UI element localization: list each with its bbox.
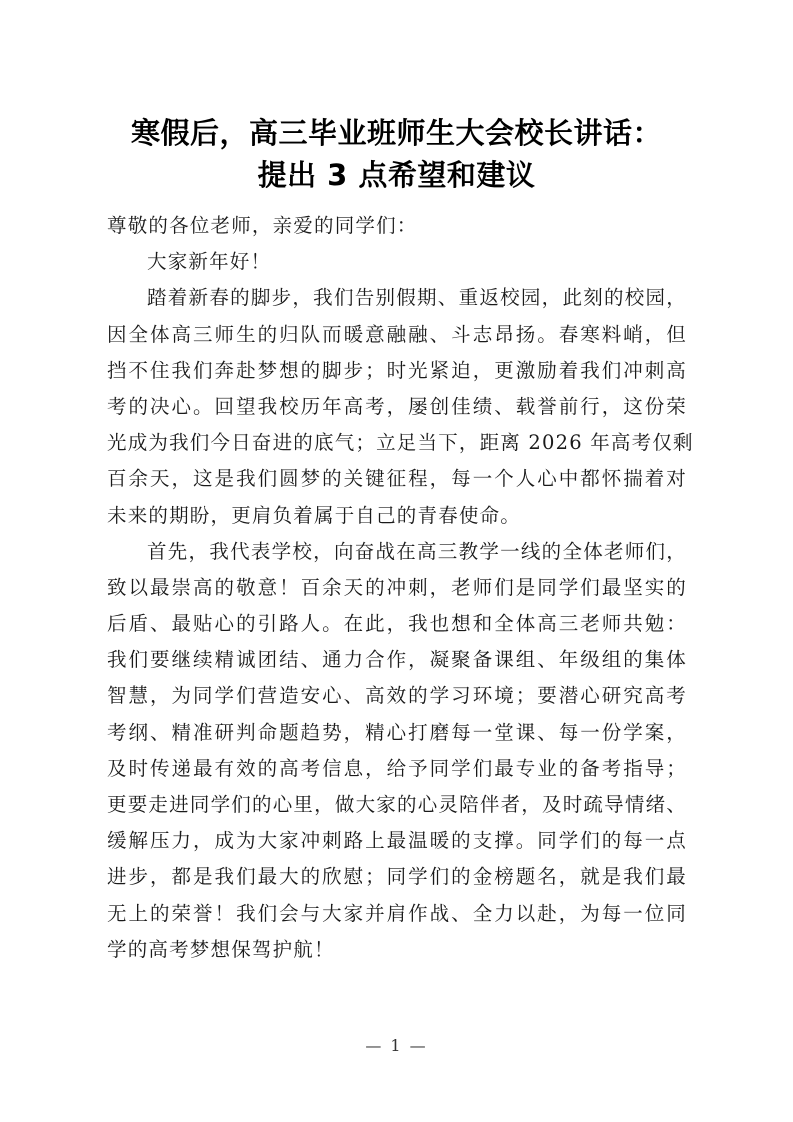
paragraph-line: 致以最崇高的敬意！百余天的冲刺，老师们是同学们最坚实的 [107, 575, 687, 599]
document-body [107, 208, 694, 968]
greeting: 大家新年好！ [147, 250, 272, 274]
paragraph-line: 我们要继续精诚团结、通力合作，凝聚备课组、年级组的集体 [107, 648, 687, 672]
page-number: — 1 — [365, 1036, 428, 1055]
paragraph-line: 因全体高三师生的归队而暖意融融、斗志昂扬。春寒料峭，但 [107, 322, 687, 346]
paragraph-line: 挡不住我们奔赴梦想的脚步；时光紧迫，更激励着我们冲刺高 [107, 358, 687, 382]
salutation: 尊敬的各位老师，亲爱的同学们： [107, 214, 418, 237]
document-title-line-2: 提出 3 点希望和建议 [257, 158, 536, 192]
paragraph-line: 考的决心。回望我校历年高考，屡创佳绩、载誉前行，这份荣 [107, 394, 687, 418]
paragraph-line: 未来的期盼，更肩负着属于自己的青春使命。 [107, 503, 522, 527]
paragraph-line: 后盾、最贴心的引路人。在此，我也想和全体高三老师共勉： [107, 612, 687, 636]
paragraph-line: 百余天，这是我们圆梦的关键征程，每一个人心中都怀揣着对 [107, 467, 687, 491]
paragraph-line: 踏着新春的脚步，我们告别假期、重返校园，此刻的校园， [147, 286, 687, 310]
paragraph-line: 首先，我代表学校，向奋战在高三教学一线的全体老师们， [147, 539, 687, 563]
paragraph-line: 学的高考梦想保驾护航！ [107, 937, 335, 961]
paragraph-line: 智慧，为同学们营造安心、高效的学习环境；要潜心研究高考 [107, 684, 687, 708]
paragraph-line: 缓解压力，成为大家冲刺路上最温暖的支撑。同学们的每一点 [107, 829, 687, 853]
paragraph-line: 进步，都是我们最大的欣慰；同学们的金榜题名，就是我们最 [107, 865, 687, 889]
paragraph-line: 更要走进同学们的心里，做大家的心灵陪伴者，及时疏导情绪、 [107, 793, 687, 816]
document-title-line-1: 寒假后，高三毕业班师生大会校长讲话： [130, 116, 662, 150]
paragraph-line: 光成为我们今日奋进的底气；立足当下，距离 2026 年高考仅剩 [107, 431, 694, 455]
paragraph-line: 无上的荣誉！我们会与大家并肩作战、全力以赴，为每一位同 [107, 901, 687, 925]
paragraph-line: 考纲、精准研判命题趋势，精心打磨每一堂课、每一份学案， [107, 720, 687, 744]
paragraph-line: 及时传递最有效的高考信息，给予同学们最专业的备考指导； [107, 756, 687, 780]
paragraph-2 [107, 534, 687, 968]
paragraph-1 [107, 280, 694, 533]
